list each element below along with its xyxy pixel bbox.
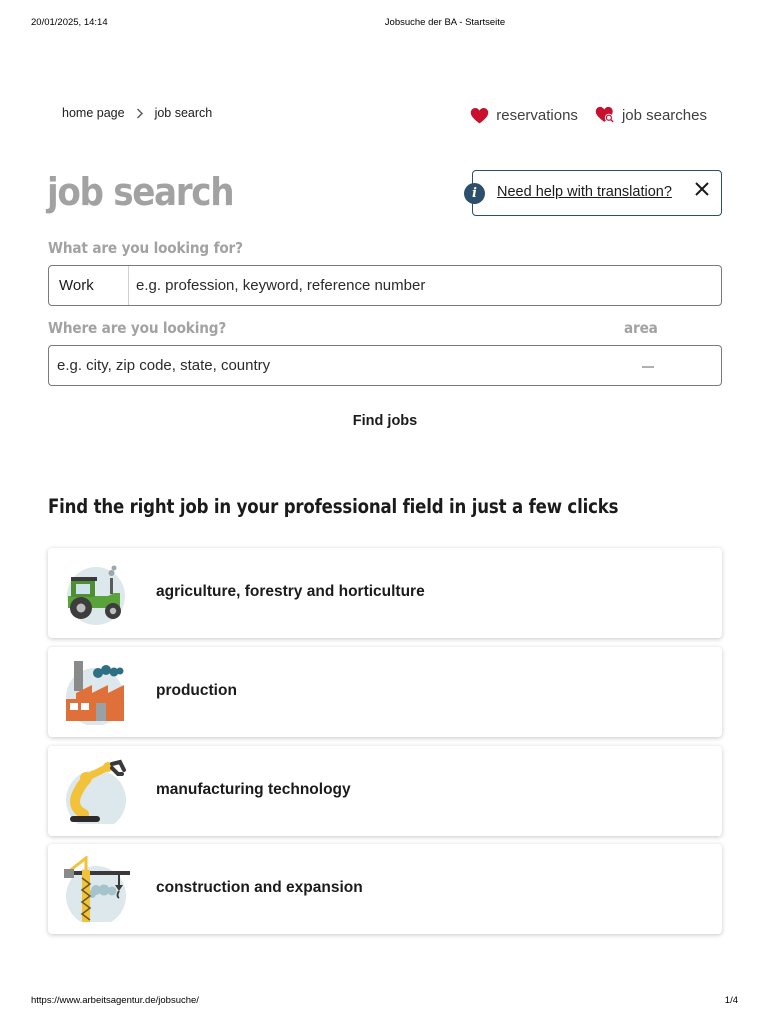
field-card-label: agriculture, forestry and horticulture — [156, 583, 425, 600]
where-search-placeholder: e.g. city, zip code, state, country — [57, 357, 271, 374]
professional-fields-heading: Find the right job in your professional field in just a few clicks — [48, 495, 619, 518]
area-select[interactable] — [624, 345, 722, 386]
crane-icon — [62, 856, 130, 922]
what-search-input[interactable] — [48, 265, 722, 306]
area-field-label: area — [624, 319, 658, 337]
print-footer — [0, 995, 768, 1009]
tractor-icon — [62, 560, 130, 626]
field-card-label: construction and expansion — [156, 879, 363, 896]
find-jobs-button[interactable]: Find jobs — [352, 413, 418, 429]
info-icon: i — [464, 183, 485, 204]
print-document-title: Jobsuche der BA - Startseite — [384, 17, 506, 28]
what-search-placeholder: e.g. profession, keyword, reference number — [136, 277, 426, 294]
translation-help-link[interactable]: Need help with translation? — [497, 184, 672, 200]
print-datetime: 20/01/2025, 14:14 — [31, 17, 108, 28]
breadcrumb-current: job search — [154, 106, 213, 120]
chevron-right-icon — [131, 106, 149, 120]
robot-arm-icon — [62, 758, 130, 824]
print-header — [0, 17, 768, 31]
where-search-input[interactable] — [48, 345, 624, 386]
top-links — [470, 106, 707, 124]
breadcrumb-home-link[interactable]: home page — [62, 106, 125, 120]
breadcrumb — [62, 106, 212, 120]
where-field-label: Where are you looking? — [48, 319, 227, 337]
heart-icon — [470, 107, 489, 124]
what-field-label: What are you looking for? — [48, 239, 243, 257]
job-searches-label: job searches — [621, 106, 707, 124]
field-card-label: production — [156, 682, 237, 699]
reservations-label: reservations — [496, 106, 578, 124]
reservations-link[interactable] — [470, 107, 578, 124]
close-icon[interactable] — [693, 180, 711, 198]
field-card-agriculture[interactable] — [48, 548, 722, 638]
field-card-manufacturing[interactable] — [48, 746, 722, 836]
field-card-construction[interactable] — [48, 844, 722, 934]
print-url: https://www.arbeitsagentur.de/jobsuche/ — [31, 995, 199, 1006]
area-empty-dash — [642, 366, 654, 368]
field-card-label: manufacturing technology — [156, 781, 351, 798]
translation-help-box — [472, 170, 722, 216]
print-page-number: 1/4 — [724, 995, 738, 1006]
heart-search-icon — [595, 106, 615, 124]
factory-icon — [62, 659, 130, 725]
field-card-production[interactable] — [48, 647, 722, 737]
job-searches-link[interactable] — [595, 106, 707, 124]
page-title: job search — [47, 170, 234, 214]
what-search-type-select[interactable]: Work — [49, 266, 129, 305]
